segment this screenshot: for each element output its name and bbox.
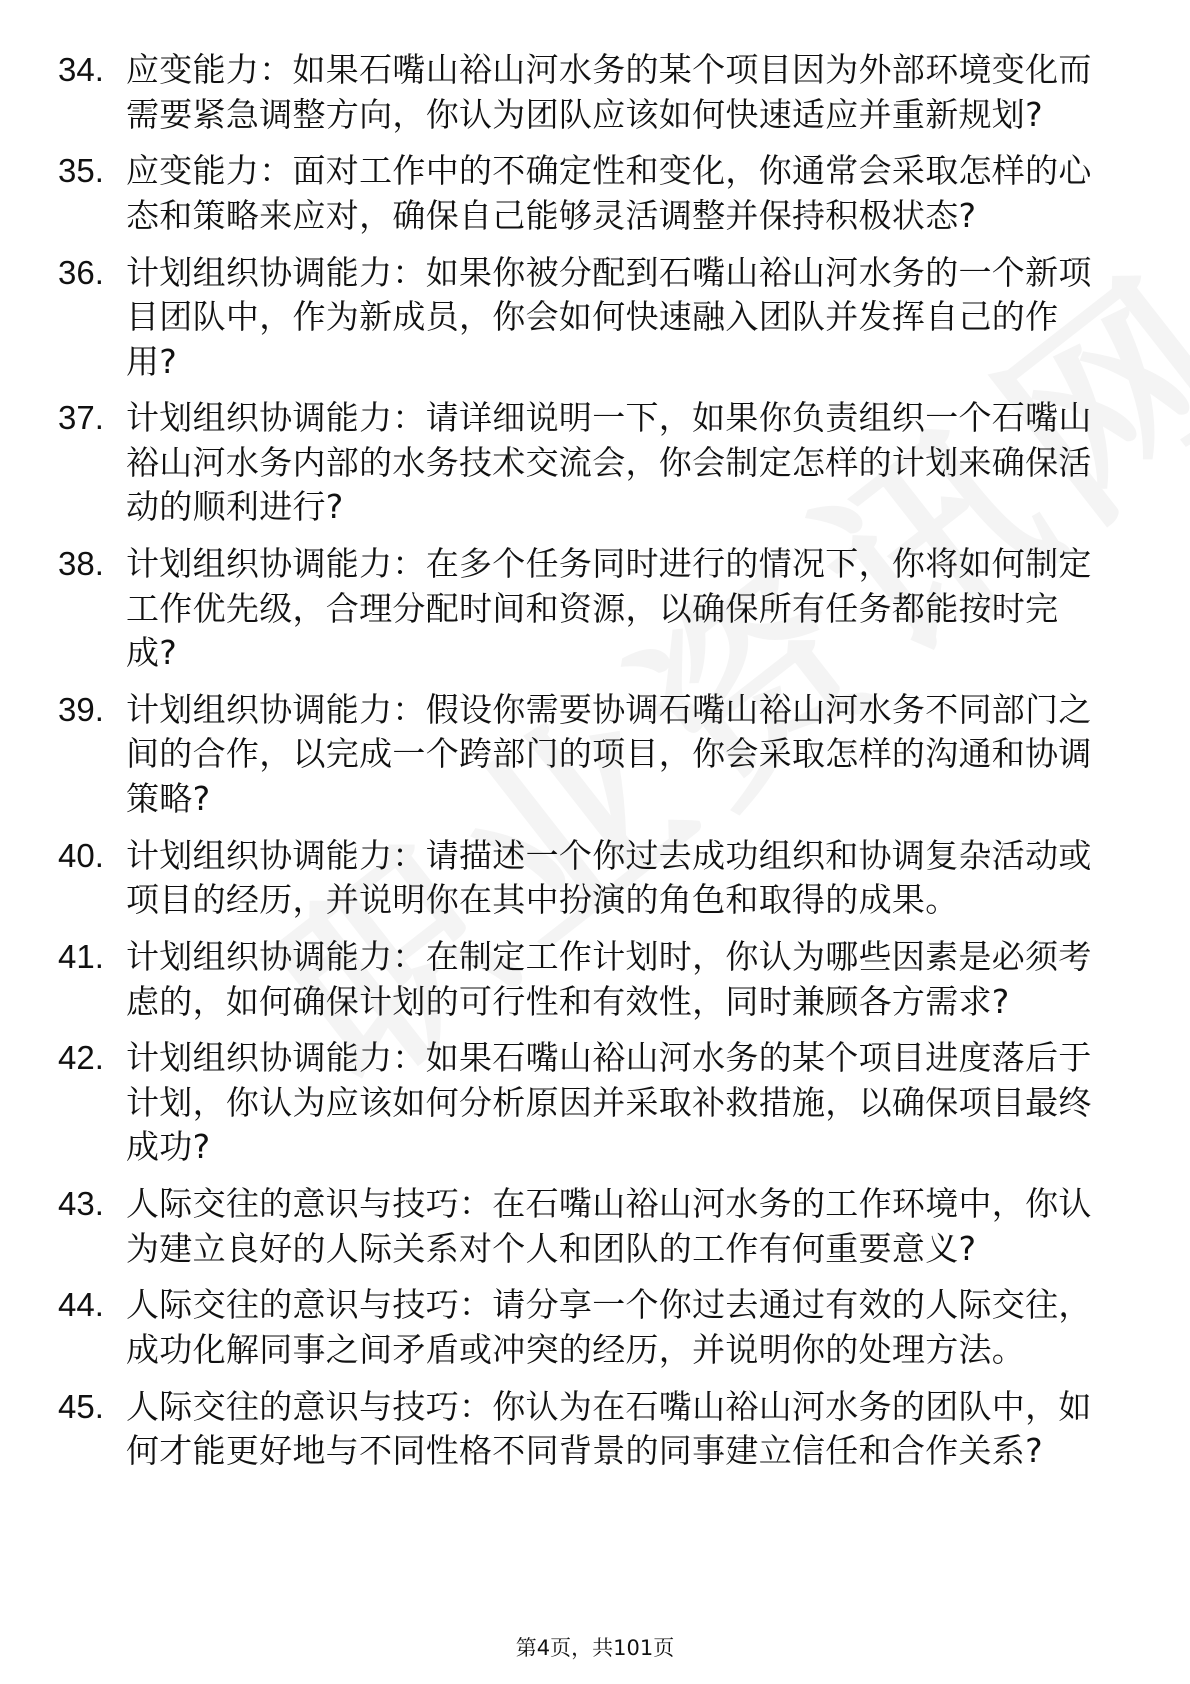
question-item (58, 251, 1108, 385)
question-item (58, 396, 1108, 530)
question-text: 应变能力：面对工作中的不确定性和变化，你通常会采取怎样的心态和策略来应对，确保自己能够灵活调整并保持积极状态? (126, 151, 1092, 235)
question-text: 人际交往的意识与技巧：请分享一个你过去通过有效的人际交往，成功化解同事之间矛盾或冲突的经历，并说明你的处理方法。 (126, 1285, 1092, 1369)
question-item (58, 48, 1108, 137)
question-number: 35. (58, 152, 104, 190)
question-number: 40. (58, 836, 104, 874)
question-item (58, 834, 1108, 923)
question-number: 45. (58, 1387, 104, 1425)
question-text: 计划组织协调能力：请详细说明一下，如果你负责组织一个石嘴山裕山河水务内部的水务技术交流会，你会制定怎样的计划来确保活动的顺利进行? (126, 398, 1092, 527)
question-number: 36. (58, 253, 104, 291)
question-number: 34. (58, 51, 104, 88)
question-item (58, 1385, 1108, 1474)
question-item (58, 542, 1108, 676)
question-item (58, 935, 1108, 1024)
question-text: 计划组织协调能力：如果你被分配到石嘴山裕山河水务的一个新项目团队中，作为新成员，你会如何快速融入团队并发挥自己的作用? (126, 252, 1092, 381)
question-item (58, 1182, 1108, 1271)
question-item (58, 149, 1108, 238)
question-text: 人际交往的意识与技巧：在石嘴山裕山河水务的工作环境中，你认为建立良好的人际关系对个人和团队的工作有何重要意义? (126, 1184, 1092, 1268)
question-number: 41. (58, 938, 104, 976)
page-footer: 第4页，共101页 (515, 1636, 675, 1660)
question-text: 应变能力：如果石嘴山裕山河水务的某个项目因为外部环境变化而需要紧急调整方向，你认为团队应该如何快速适应并重新规划? (126, 50, 1092, 134)
question-text: 计划组织协调能力：假设你需要协调石嘴山裕山河水务不同部门之间的合作，以完成一个跨部门的项目，你会采取怎样的沟通和协调策略? (126, 689, 1092, 818)
question-number: 37. (58, 399, 104, 437)
question-item (58, 688, 1108, 822)
question-number: 42. (58, 1039, 104, 1077)
question-item (58, 1283, 1108, 1372)
question-text: 计划组织协调能力：在多个任务同时进行的情况下，你将如何制定工作优先级，合理分配时间和资源，以确保所有任务都能按时完成? (126, 544, 1092, 673)
question-number: 44. (58, 1286, 104, 1324)
question-number: 39. (58, 690, 104, 728)
question-number: 38. (58, 545, 104, 583)
question-text: 人际交往的意识与技巧：你认为在石嘴山裕山河水务的团队中，如何才能更好地与不同性格不同背景的同事建立信任和合作关系? (126, 1386, 1092, 1471)
question-text: 计划组织协调能力：如果石嘴山裕山河水务的某个项目进度落后于计划，你认为应该如何分析原因并采取补救措施，以确保项目最终成功? (126, 1038, 1092, 1167)
question-text: 计划组织协调能力：请描述一个你过去成功组织和协调复杂活动或项目的经历，并说明你在其中扮演的角色和取得的成果。 (126, 835, 1092, 920)
question-text: 计划组织协调能力：在制定工作计划时，你认为哪些因素是必须考虑的，如何确保计划的可行性和有效性，同时兼顾各方需求? (126, 937, 1092, 1021)
question-item (58, 1036, 1108, 1170)
question-list (58, 48, 1108, 1486)
question-number: 43. (58, 1185, 104, 1223)
